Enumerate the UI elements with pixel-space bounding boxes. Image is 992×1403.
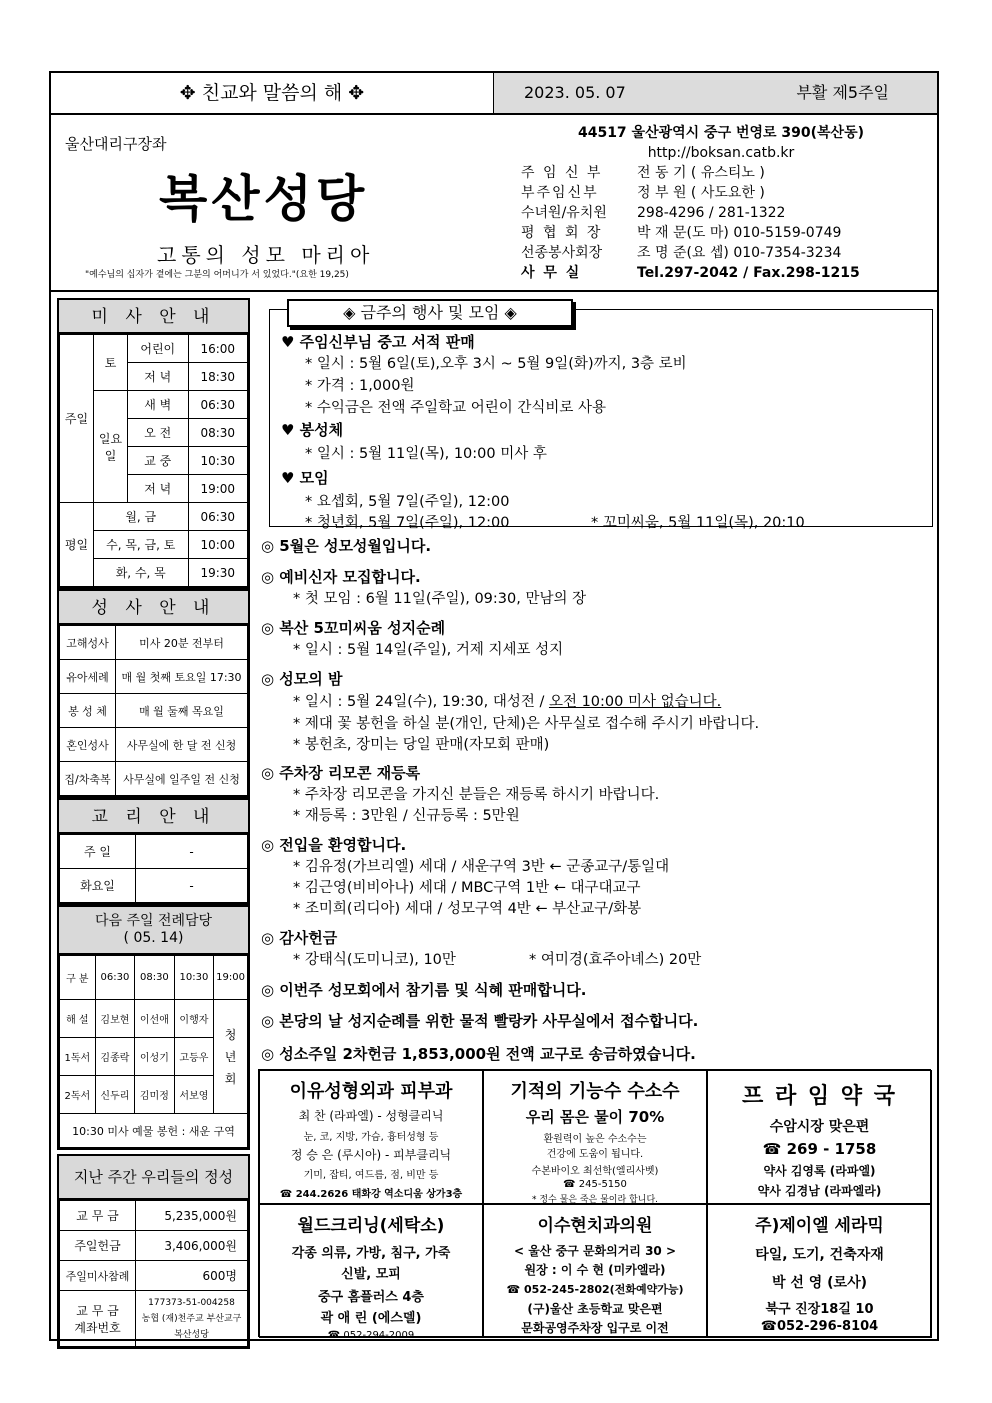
- mass-heading: 미 사 안 내: [57, 298, 250, 334]
- bulletin-date: 2023. 05. 07: [524, 83, 626, 102]
- ad-clinic: 이유성형외과 피부과 최 찬 (라파엘) - 성형클리닉 눈, 코, 지방, 가슴, 흉터성형 등 정 승 은 (루시아) - 피부클리닉 기미, 잡티, 여드름, 점, 비만 등 ☎ 244.2626 태화강 역소디움 상가3층: [259, 1070, 483, 1204]
- office-contact: 사 무 실 Tel.297-2042 / Fax.298-1215: [521, 265, 860, 281]
- address: 44517 울산광역시 중구 번영로 390(복산동): [577, 125, 865, 141]
- staff-row: 수녀원/유치원 298-4296 / 281-1322: [521, 205, 786, 221]
- date-box: [493, 73, 937, 113]
- youth-cell: 청년회: [214, 1000, 248, 1114]
- contact-block: [521, 123, 921, 283]
- parish-title: 복산성당: [159, 169, 369, 228]
- website-link[interactable]: http://boksan.catb.kr: [647, 145, 795, 161]
- ad-ceramic: 주)제이엘 세라믹 타일, 도기, 건축자재 박 선 영 (로사) 북구 진장18길 10 ☎052-296-8104: [707, 1204, 932, 1338]
- liturgy-table: 구 분 06:30 08:30 10:30 19:00 해 설 김보현 이선애 이행자 청년회 1독서 김종락 이성기 고등우 2독서 신두리 김미정 서보영 10:30 미사 예물 봉헌 : 새운 구역: [57, 955, 250, 1150]
- liturgical-week: 부활 제5주일: [796, 83, 889, 102]
- ad-pharmacy: 프 라 임 약 국 수암시장 맞은편 ☎ 269 - 1758 약사 김영록 (라파엘) 약사 김경남 (라파엘라): [707, 1070, 932, 1204]
- staff-row: 평 협 회 장 박 재 문(도 마) 010-5159-0749: [521, 225, 842, 241]
- offering-heading: 지난 주간 우리들의 정성: [57, 1154, 250, 1200]
- ad-water: 기적의 기능수 수소수 우리 몸은 물이 70% 환원력이 높은 수소수는 건강에 도움이 됩니다. 수본바이오 최선학(엘리사벳) ☎ 245-5150 * 정수 물은 죽은 물이라 합니다.: [483, 1070, 707, 1204]
- catechism-table: 주 일 - 화요일 -: [57, 834, 250, 905]
- ad-dental: 이수현치과의원 < 울산 중구 문화의거리 30 > 원장 : 이 수 현 (미카엘라) ☎ 052-245-2802(전화예약가능) (구)울산 초등학교 맞은편 문화공영주차장 입구로 이전: [483, 1204, 707, 1338]
- events-title: ◈ 금주의 행사 및 모임 ◈: [287, 299, 573, 327]
- offering-note: 10:30 미사 예물 봉헌 : 새운 구역: [60, 1114, 248, 1148]
- year-theme: ✥ 친교와 말씀의 해 ✥: [179, 82, 365, 104]
- liturgy-heading: 다음 주일 전례담당 ( 05. 14): [57, 905, 250, 955]
- offering-table: 교 무 금 5,235,000원 주일헌금 3,406,000원 주일미사참례 600명 교 무 금 계좌번호 177373-51-004258 농협 (재)천주교 부산교구 복산성당: [57, 1200, 250, 1349]
- masthead: [51, 115, 937, 292]
- sacrament-table: 고해성사 미사 20분 전부터 유아세례 매 월 첫째 토요일 17:30 봉 성 체 매 월 둘째 목요일 혼인성사 사무실에 한 달 전 신청 집/차축복 사무실에 일주일 전 신청: [57, 625, 250, 798]
- patron-name: 고통의 성모 마리아: [157, 243, 375, 267]
- staff-row: 선종봉사회장 조 명 준(요 셉) 010-7354-3234: [521, 245, 842, 261]
- ads-grid: [258, 1069, 931, 1337]
- header-strip: [51, 73, 937, 115]
- staff-row: 부주임신부 정 부 원 ( 사도요한 ): [521, 185, 765, 201]
- left-column: [57, 298, 250, 1349]
- ad-laundry: 월드크리닝(세탁소) 각종 의류, 가방, 침구, 가죽 신발, 모피 중구 홈플러스 4층 곽 애 린 (에스델) ☎ 052-294-2009: [259, 1204, 483, 1338]
- scripture-quote: "예수님의 십자가 곁에는 그분의 어머니가 서 있었다."(요한 19,25): [85, 270, 349, 280]
- mass-table: 주일 토 어린이 16:00 저 녁 18:30 일요일 새 벽 06:30 오 전 08:30 교 중 10:30 저 녁 19:00 평일 월, 금 06:30 수, 목, 금, 토 10:00 화, 수, 목 19:30: [57, 334, 250, 589]
- diocese-label: 울산대리구장좌: [65, 135, 167, 153]
- catechism-heading: 교 리 안 내: [57, 798, 250, 834]
- staff-row: 주 임 신 부 전 동 기 ( 유스티노 ): [521, 165, 765, 181]
- sacrament-heading: 성 사 안 내: [57, 589, 250, 625]
- bulletin-frame: ✥ 친교와 말씀의 해 ✥ 2023. 05. 07 부활 제5주일 울산대리구장좌 복산성당 고통의 성모 마리아 "예수님의 십자가 곁에는 그분의 어머니가 서 있었다."(요한 19,25) 44517 울산광역시 중구 번영로 390(복산동) http://boksan.catb.kr 주 임 신 부 전 동 기 ( 유스티노 ) 부주임신부 정 부 원 ( 사도요한 ) 수녀원/유치원 298-4296 / 281-1322 평 협 회 장 박 재 문(도 마) 010-5159-0749 선종봉사회장 조 명 준(요 셉) 010-7354-3234 사 무 실 Tel.297-2042 / Fax.298-1215 미 사 안 내 주일 토 어린이 16:00 저 녁 18:30 일요일 새 벽 06:30 오 전 08:30 교 중 10:30 저 녁 19:00 평일 월, 금 06:30 수, 목, 금, 토 10:00 화, 수, 목 19:30 성 사 안 내 고해성사 미사 20분 전부터 유아세례 매 월 첫째 토요일 17:30 봉 성 체 매 월 둘째 목요일 혼인성사 사무실에 한 달 전 신청 집/차축복 사무실에 일주일 전 신청 교 리 안 내 주 일 - 화요일 - 다음 주일 전례담당 ( 05. 14) 구 분 06:30 08:30 10:30 19:00 해 설 김보현 이선애 이행자 청년회 1독서 김종락 이성기 고등우 2독서 신두리 김미정 서보영 10:30 미사 예물 봉헌 : 새운 구역 지난 주간 우리들의 정성 교 무 금 5,235,000원 주일헌금 3,406,000원 주일미사참례 600명 교 무 금 계좌번호 177373-51-004258 농협 (재)천주교 부산교구 복산성당 ◈ 금주의 행사 및 모임 ◈ ♥ 주임신부님 중고 서적 판매 * 일시 : 5월 6일(토),오후 3시 ~ 5월 9일(화)까지, 3층 로비 * 가격 : 1,000원 * 수익금은 전액 주일학교 어린이 간식비로 사용 ♥ 봉성체 * 일시 : 5월 11일(목), 10:00 미사 후 ♥ 모임 * 요셉회, 5월 7일(주일), 12:00 * 청년회, 5월 7일(주일), 12:00 * 꼬미씨움, 5월 11일(목), 20:10 ◎ 5월은 성모성월입니다. ◎ 예비신자 모집합니다. * 첫 모임 : 6월 11일(주일), 09:30, 만남의 장 ◎ 복산 5꼬미씨움 성지순례 * 일시 : 5월 14일(주일), 거제 지세포 성지 ◎ 성모의 밤 * 일시 : 5월 24일(수), 19:30, 대성전 / 오전 10:00 미사 없습니다. * 제대 꽃 봉헌을 하실 분(개인, 단체)은 사무실로 접수해 주시기 바랍니다. * 봉헌초, 장미는 당일 판매(자모회 판매) ◎ 주차장 리모콘 재등록 * 주차장 리모콘을 가지신 분들은 재등록 하시기 바랍니다. * 재등록 : 3만원 / 신규등록 : 5만원 ◎ 전입을 환영합니다. * 김유정(가브리엘) 세대 / 새운구역 3반 ← 군종교구/통일대 * 김근영(비비아나) 세대 / MBC구역 1반 ← 대구대교구 * 조미희(리디아) 세대 / 성모구역 4반 ← 부산교구/화봉 ◎ 감사헌금 * 강태식(도미니코), 10만 * 여미경(효주아녜스) 20만 ◎ 이번주 성모회에서 참기름 및 식혜 판매합니다. ◎ 본당의 날 성지순례를 위한 물적 빨랑카 사무실에서 접수합니다. ◎ 성소주일 2차헌금 1,853,000원 전액 교구로 송금하였습니다. 이유성형외과 피부과 최 찬 (라파엘) - 성형클리닉 눈, 코, 지방, 가슴, 흉터성형 등 정 승 은 (루시아) - 피부클리닉 기미, 잡티, 여드름, 점, 비만 등 ☎ 244.2626 태화강 역소디움 상가3층 기적의 기능수 수소수 우리 몸은 물이 70% 환원력이 높은 수소수는 건강에 도움이 됩니다. 수본바이오 최선학(엘리사벳) ☎ 245-5150 * 정수 물은 죽은 물이라 합니다. 프 라 임 약 국 수암시장 맞은편 ☎ 269 - 1758 약사 김영록 (라파엘) 약사 김경남 (라파엘라) 월드크리닝(세탁소) 각종 의류, 가방, 침구, 가죽 신발, 모피 중구 홈플러스 4층 곽 애 린 (에스델) ☎ 052-294-2009 이수현치과의원 < 울산 중구 문화의거리 30 > 원장 : 이 수 현 (미카엘라) ☎ 052-245-2802(전화예약가능) (구)울산 초등학교 맞은편 문화공영주차장 입구로 이전 주)제이엘 세라믹 타일, 도기, 건축자재 박 선 영 (로사) 북구 진장18길 10 ☎052-296-8104: [49, 71, 939, 1341]
